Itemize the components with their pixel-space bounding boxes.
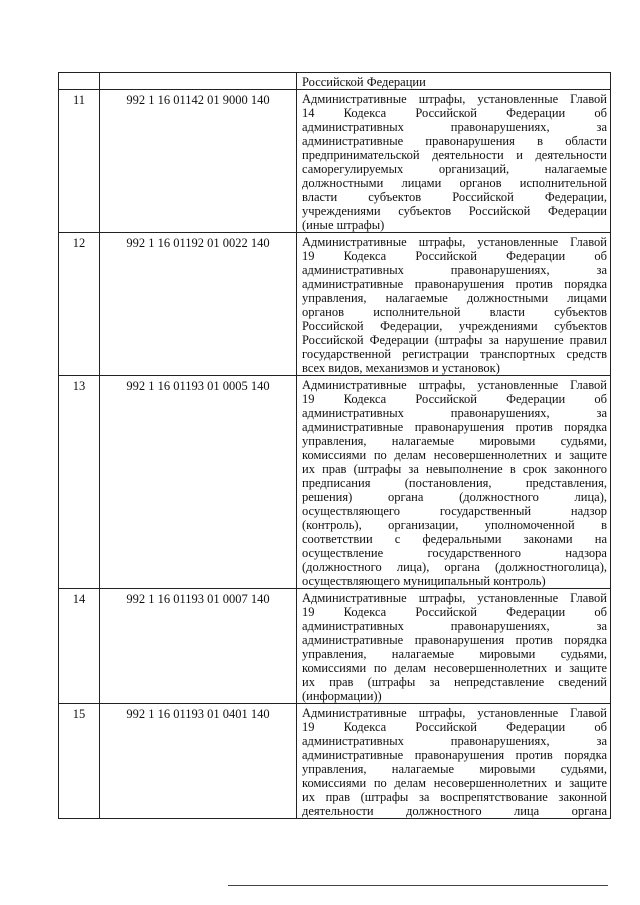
budget-code-cell: 992 1 16 01192 01 0022 140 <box>100 233 297 376</box>
description-line: осуществляющего государственный надзор <box>302 504 607 518</box>
page-bottom-line <box>228 885 608 886</box>
description-line: осуществление государственного надзора <box>302 546 607 560</box>
row-number-cell <box>59 73 100 90</box>
description-line: их прав (штрафы за воспрепятствование законной <box>302 790 607 804</box>
description-line: Российской Федерации <box>302 75 426 89</box>
table-row <box>59 704 611 819</box>
fines-table <box>58 72 611 819</box>
budget-code-cell: 992 1 16 01193 01 0005 140 <box>100 376 297 589</box>
description-line: административные правонарушения против порядка <box>302 633 607 647</box>
description-line: государственной регистрации транспортных средств <box>302 347 607 361</box>
table-row <box>59 376 611 589</box>
description-line: 19 Кодекса Российской Федерации об <box>302 605 607 619</box>
description-line: 19 Кодекса Российской Федерации об <box>302 249 607 263</box>
budget-code-cell <box>100 73 297 90</box>
description-line: управления, налагаемые мировыми судьями, <box>302 762 607 776</box>
description-line: административных правонарушениях, за <box>302 619 607 633</box>
description-line: их прав (штрафы за невыполнение в срок законного <box>302 462 607 476</box>
description-line: административных правонарушениях, за <box>302 406 607 420</box>
table-row <box>59 589 611 704</box>
row-number-cell: 14 <box>59 589 100 704</box>
description-line: их прав (штрафы за непредставление сведений <box>302 675 607 689</box>
row-number-cell: 12 <box>59 233 100 376</box>
description-line: Административные штрафы, установленные Главой <box>302 591 607 605</box>
table-row <box>59 73 611 90</box>
description-line: 19 Кодекса Российской Федерации об <box>302 720 607 734</box>
description-line: 14 Кодекса Российской Федерации об <box>302 106 607 120</box>
description-line: Административные штрафы, установленные Главой <box>302 92 607 106</box>
description-cell <box>297 90 611 233</box>
description-line: Российской Федерации, учреждениями субъектов <box>302 319 607 333</box>
budget-code-cell: 992 1 16 01142 01 9000 140 <box>100 90 297 233</box>
row-number-cell: 15 <box>59 704 100 819</box>
description-line: соответствии с федеральными законами на <box>302 532 607 546</box>
row-number-cell: 11 <box>59 90 100 233</box>
description-line: Российской Федерации (штрафы за нарушение правил <box>302 333 607 347</box>
table-row <box>59 233 611 376</box>
table-row <box>59 90 611 233</box>
description-cell <box>297 376 611 589</box>
description-line: Административные штрафы, установленные Главой <box>302 235 607 249</box>
description-line: деятельности должностного лица органа <box>302 804 607 818</box>
description-line: административные правонарушения против порядка <box>302 748 607 762</box>
description-cell <box>297 589 611 704</box>
description-line: власти субъектов Российской Федерации, <box>302 190 607 204</box>
description-line: Административные штрафы, установленные Главой <box>302 706 607 720</box>
description-line: учреждениями субъектов Российской Федерации <box>302 204 607 218</box>
description-line: саморегулируемых организаций, налагаемые <box>302 162 607 176</box>
budget-code-cell: 992 1 16 01193 01 0007 140 <box>100 589 297 704</box>
description-line: решения) органа (должностного лица), <box>302 490 607 504</box>
description-line: 19 Кодекса Российской Федерации об <box>302 392 607 406</box>
description-line: (иные штрафы) <box>302 218 385 232</box>
description-cell <box>297 233 611 376</box>
description-line: предпринимательской деятельности и деятельности <box>302 148 607 162</box>
description-cell <box>297 73 611 90</box>
description-line: административные правонарушения против порядка <box>302 277 607 291</box>
description-line: административные правонарушения против порядка <box>302 420 607 434</box>
description-line: (контроль), организации, уполномоченной в <box>302 518 607 532</box>
description-line: (информации)) <box>302 689 382 703</box>
description-line: (должностного лица), органа (должностноголица), <box>302 560 607 574</box>
description-line: административных правонарушениях, за <box>302 120 607 134</box>
description-line: предписания (постановления, представления, <box>302 476 607 490</box>
description-line: комиссиями по делам несовершеннолетних и защите <box>302 661 607 675</box>
description-line: должностными лицами органов исполнительной <box>302 176 607 190</box>
table-body <box>59 73 611 819</box>
description-line: административных правонарушениях, за <box>302 263 607 277</box>
description-line: административных правонарушениях, за <box>302 734 607 748</box>
description-line: комиссиями по делам несовершеннолетних и защите <box>302 448 607 462</box>
budget-code-cell: 992 1 16 01193 01 0401 140 <box>100 704 297 819</box>
description-line: осуществляющего муниципальный контроль) <box>302 574 546 588</box>
description-line: административные правонарушения в области <box>302 134 607 148</box>
description-line: всех видов, механизмов и установок) <box>302 361 500 375</box>
description-line: Административные штрафы, установленные Главой <box>302 378 607 392</box>
row-number-cell: 13 <box>59 376 100 589</box>
description-line: управления, налагаемые мировыми судьями, <box>302 647 607 661</box>
description-cell <box>297 704 611 819</box>
description-line: управления, налагаемые мировыми судьями, <box>302 434 607 448</box>
description-line: комиссиями по делам несовершеннолетних и защите <box>302 776 607 790</box>
description-line: управления, налагаемые должностными лицами <box>302 291 607 305</box>
description-line: органов исполнительной власти субъектов <box>302 305 607 319</box>
